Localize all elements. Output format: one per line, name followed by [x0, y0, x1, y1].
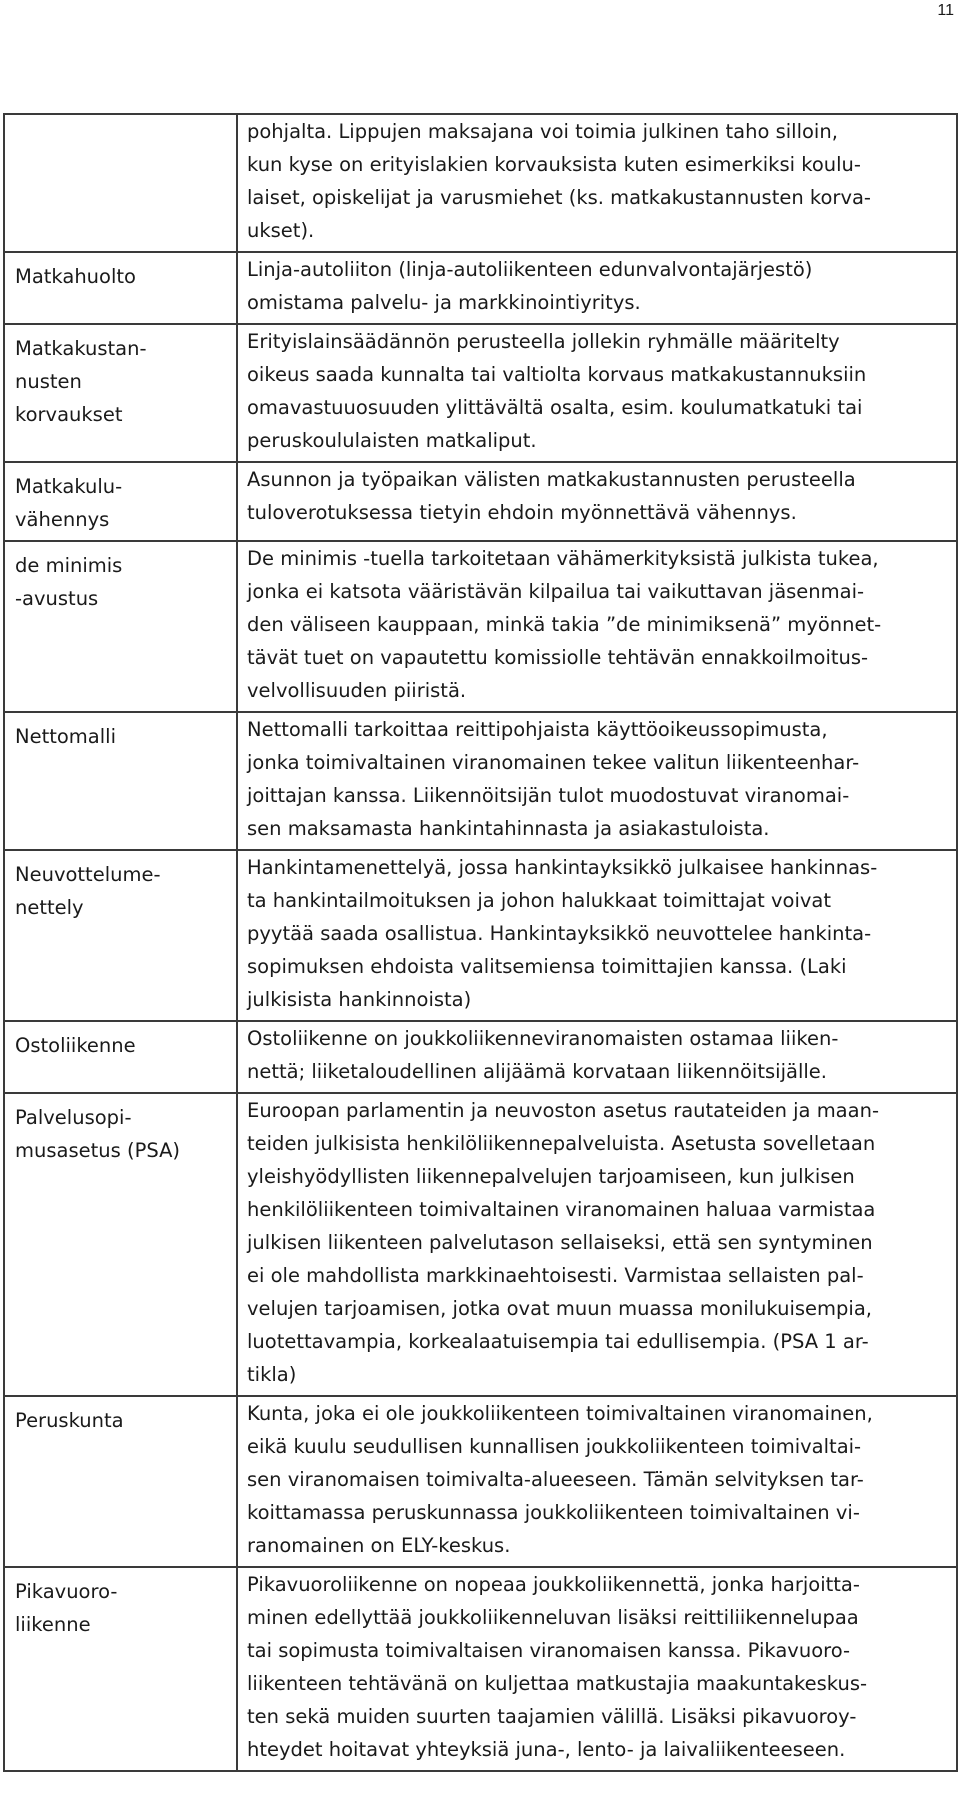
glossary-row — [4, 850, 957, 1021]
definition-line: Nettomalli tarkoittaa reittipohjaista käyttöoikeussopimusta, — [247, 718, 828, 741]
definition-line: jonka ei katsota vääristävän kilpailua tai vaikuttavan jäsenmai- — [247, 580, 865, 603]
definition-line: omistama palvelu- ja markkinointiyritys. — [247, 291, 641, 314]
term-line: liikenne — [15, 1613, 91, 1636]
term-line: de minimis — [15, 554, 123, 577]
term-line: nettely — [15, 896, 84, 919]
glossary-term — [4, 114, 237, 252]
definition-line: nettä; liiketaloudellinen alijäämä korvataan liikennöitsijälle. — [247, 1060, 827, 1083]
definition-line: velujen tarjoamisen, jotka ovat muun muassa monilukuisempia, — [247, 1297, 872, 1320]
definition-line: Linja-autoliiton (linja-autoliikenteen edunvalvontajärjestö) — [247, 258, 813, 281]
glossary-definition — [237, 1021, 957, 1093]
term-line: Neuvottelume- — [15, 863, 161, 886]
definition-line: Erityislainsäädännön perusteella jollekin ryhmälle määritelty — [247, 330, 840, 353]
definition-line: jonka toimivaltainen viranomainen tekee valitun liikenteenhar- — [247, 751, 860, 774]
glossary-definition — [237, 1567, 957, 1771]
glossary-term — [4, 712, 237, 850]
definition-line: henkilöliikenteen toimivaltainen viranomainen haluaa varmistaa — [247, 1198, 876, 1221]
glossary-term — [4, 1093, 237, 1396]
definition-line: velvollisuuden piiristä. — [247, 679, 467, 702]
glossary-term — [4, 324, 237, 462]
definition-line: pyytää saada osallistua. Hankintayksikkö neuvottelee hankinta- — [247, 922, 872, 945]
definition-line: sen maksamasta hankintahinnasta ja asiakastuloista. — [247, 817, 770, 840]
definition-line: joittajan kanssa. Liikennöitsijän tulot muodostuvat viranomai- — [247, 784, 850, 807]
definition-line: Pikavuoroliikenne on nopeaa joukkoliikennettä, jonka harjoitta- — [247, 1573, 860, 1596]
glossary-row — [4, 712, 957, 850]
term-line: Matkakustan- — [15, 337, 147, 360]
glossary-row — [4, 541, 957, 712]
definition-line: ranomainen on ELY-keskus. — [247, 1534, 511, 1557]
definition-line: sen viranomaisen toimivalta-alueeseen. Tämän selvityksen tar- — [247, 1468, 864, 1491]
glossary-row — [4, 462, 957, 541]
definition-line: luotettavampia, korkealaatuisempia tai edullisempia. (PSA 1 ar- — [247, 1330, 869, 1353]
definition-line: minen edellyttää joukkoliikenneluvan lisäksi reittiliikennelupaa — [247, 1606, 859, 1629]
glossary-body — [4, 114, 957, 1771]
definition-line: peruskoululaisten matkaliput. — [247, 429, 537, 452]
glossary-row — [4, 1396, 957, 1567]
glossary-term — [4, 541, 237, 712]
glossary-definition — [237, 850, 957, 1021]
glossary-row — [4, 324, 957, 462]
definition-line: eikä kuulu seudullisen kunnallisen joukkoliikenteen toimivaltai- — [247, 1435, 862, 1458]
definition-line: ta hankintailmoituksen ja johon halukkaat toimittajat voivat — [247, 889, 832, 912]
definition-line: liikenteen tehtävänä on kuljettaa matkustajia maakuntakeskus- — [247, 1672, 868, 1695]
definition-line: sopimuksen ehdoista valitsemiensa toimittajien kanssa. (Laki — [247, 955, 847, 978]
term-line: Palvelusopi- — [15, 1106, 132, 1129]
definition-line: Hankintamenettelyä, jossa hankintayksikkö julkaisee hankinnas- — [247, 856, 878, 879]
glossary-definition — [237, 712, 957, 850]
glossary-row — [4, 1567, 957, 1771]
term-line: vähennys — [15, 508, 110, 531]
glossary-definition — [237, 252, 957, 324]
definition-line: Kunta, joka ei ole joukkoliikenteen toimivaltainen viranomainen, — [247, 1402, 873, 1425]
definition-line: yleishyödyllisten liikennepalvelujen tarjoamiseen, kun julkisen — [247, 1165, 855, 1188]
term-line: Pikavuoro- — [15, 1580, 118, 1603]
glossary-term — [4, 850, 237, 1021]
definition-line: omavastuuosuuden ylittävältä osalta, esim. koulumatkatuki tai — [247, 396, 863, 419]
definition-line: ukset). — [247, 219, 315, 242]
term-line: musasetus (PSA) — [15, 1139, 181, 1162]
term-line: Peruskunta — [15, 1409, 124, 1432]
term-line: Matkakulu- — [15, 475, 123, 498]
term-line: nusten — [15, 370, 82, 393]
definition-line: pohjalta. Lippujen maksajana voi toimia julkinen taho silloin, — [247, 120, 838, 143]
definition-line: hteydet hoitavat yhteyksiä juna-, lento- ja laivaliikenteeseen. — [247, 1738, 846, 1761]
glossary-definition — [237, 1093, 957, 1396]
definition-line: Euroopan parlamentin ja neuvoston asetus rautateiden ja maan- — [247, 1099, 879, 1122]
glossary-term — [4, 1021, 237, 1093]
page-number: 11 — [937, 2, 954, 19]
definition-line: ei ole mahdollista markkinaehtoisesti. Varmistaa sellaisten pal- — [247, 1264, 864, 1287]
definition-line: koittamassa peruskunnassa joukkoliikenteen toimivaltainen vi- — [247, 1501, 860, 1524]
definition-line: ten sekä muiden suurten taajamien välillä. Lisäksi pikavuoroy- — [247, 1705, 857, 1728]
glossary-table — [3, 113, 958, 1772]
term-line: -avustus — [15, 587, 99, 610]
definition-line: tai sopimusta toimivaltaisen viranomaisen kanssa. Pikavuoro- — [247, 1639, 851, 1662]
definition-line: teiden julkisista henkilöliikennepalveluista. Asetusta sovelletaan — [247, 1132, 876, 1155]
definition-line: tikla) — [247, 1363, 297, 1386]
definition-line: tuloverotuksessa tietyin ehdoin myönnettävä vähennys. — [247, 501, 797, 524]
glossary-definition — [237, 462, 957, 541]
glossary-definition — [237, 324, 957, 462]
definition-line: De minimis -tuella tarkoitetaan vähämerkityksistä julkista tukea, — [247, 547, 879, 570]
glossary-definition — [237, 114, 957, 252]
glossary-row — [4, 1021, 957, 1093]
glossary-row — [4, 114, 957, 252]
definition-line: Ostoliikenne on joukkoliikenneviranomaisten ostamaa liiken- — [247, 1027, 839, 1050]
glossary-term — [4, 252, 237, 324]
glossary-row — [4, 252, 957, 324]
term-line: korvaukset — [15, 403, 123, 426]
definition-line: laiset, opiskelijat ja varusmiehet (ks. matkakustannusten korva- — [247, 186, 871, 209]
definition-line: julkisista hankinnoista) — [247, 988, 472, 1011]
glossary-definition — [237, 541, 957, 712]
definition-line: tävät tuet on vapautettu komissiolle tehtävän ennakkoilmoitus- — [247, 646, 869, 669]
glossary-row — [4, 1093, 957, 1396]
glossary-term — [4, 1567, 237, 1771]
term-line: Ostoliikenne — [15, 1034, 136, 1057]
term-line: Nettomalli — [15, 725, 117, 748]
glossary-term — [4, 1396, 237, 1567]
definition-line: Asunnon ja työpaikan välisten matkakustannusten perusteella — [247, 468, 856, 491]
definition-line: kun kyse on erityislakien korvauksista kuten esimerkiksi koulu- — [247, 153, 861, 176]
definition-line: julkisen liikenteen palvelutason sellaiseksi, että sen syntyminen — [247, 1231, 873, 1254]
glossary-term — [4, 462, 237, 541]
glossary-definition — [237, 1396, 957, 1567]
term-line: Matkahuolto — [15, 265, 136, 288]
definition-line: oikeus saada kunnalta tai valtiolta korvaus matkakustannuksiin — [247, 363, 867, 386]
definition-line: den väliseen kauppaan, minkä takia ”de minimiksenä” myönnet- — [247, 613, 882, 636]
